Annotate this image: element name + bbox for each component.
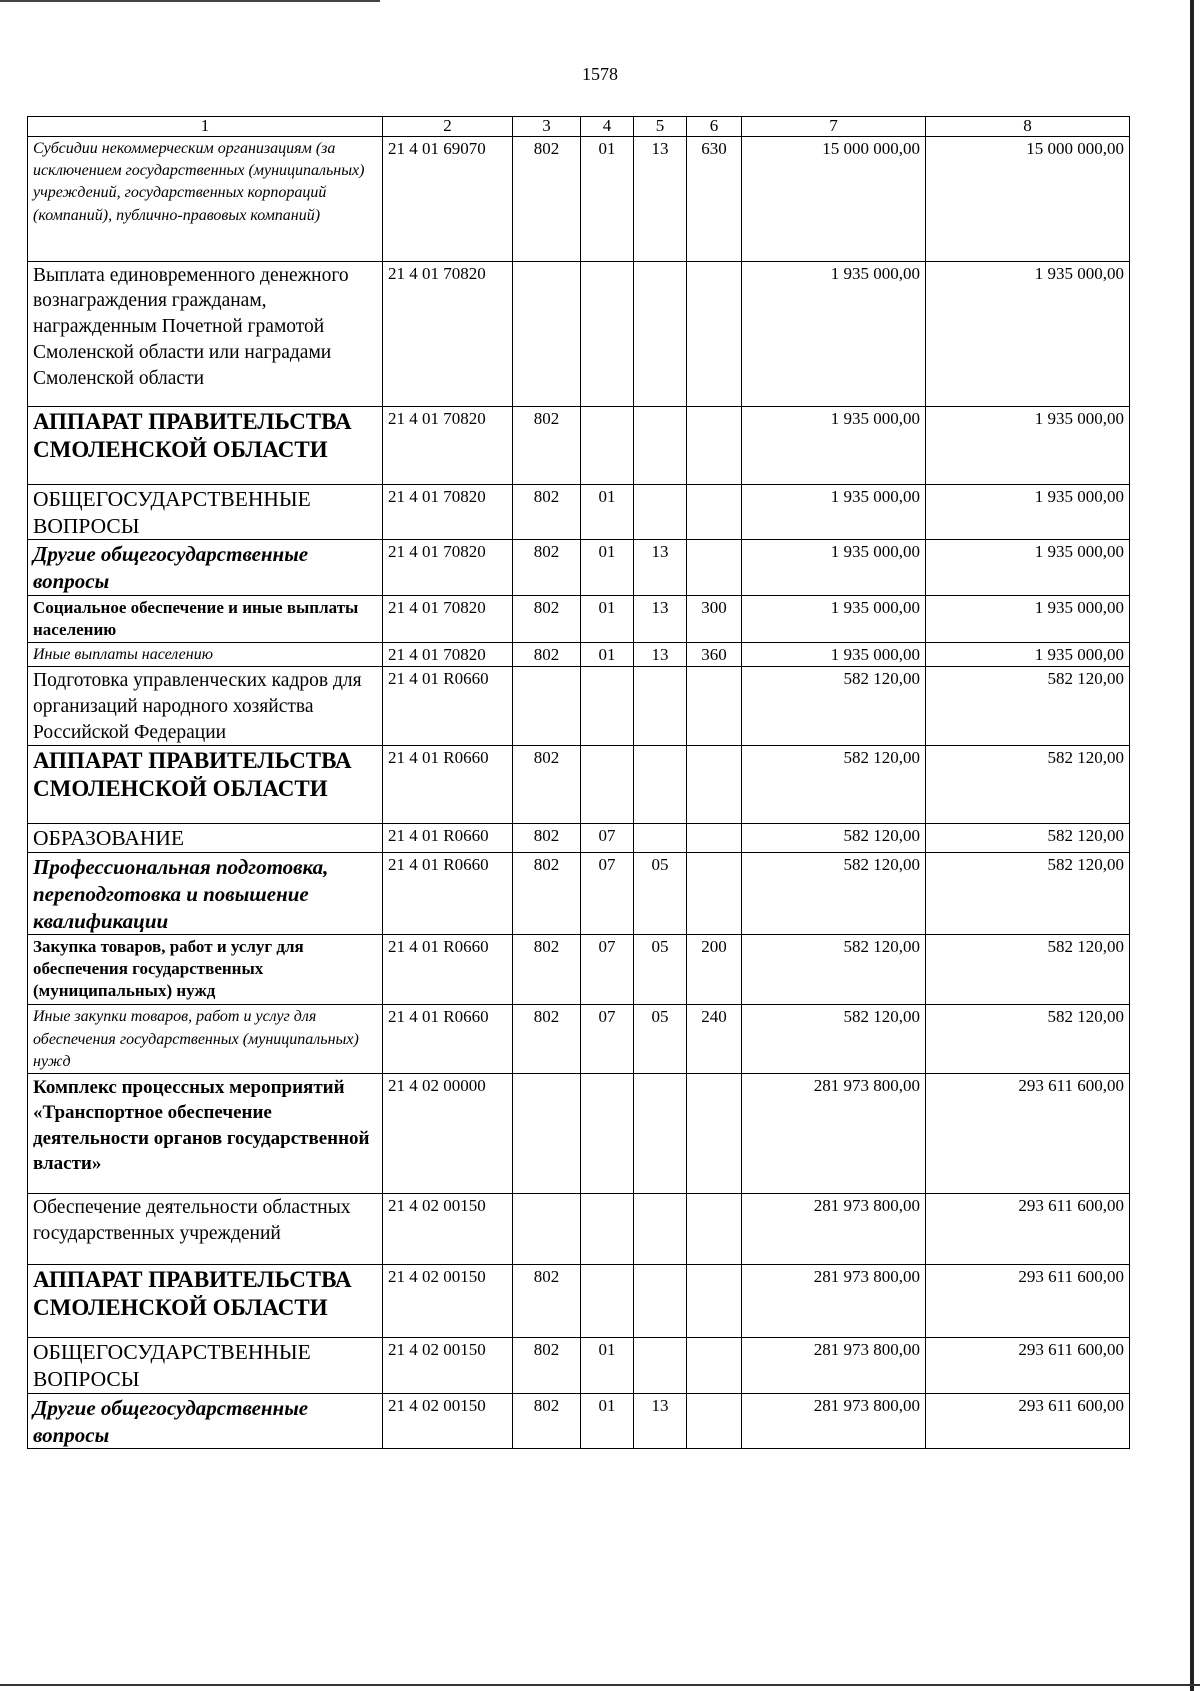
grbs-code-cell: 802: [513, 1338, 581, 1394]
amount-year1-cell: 582 120,00: [742, 935, 926, 1005]
table-row: [28, 595, 1130, 642]
page-number: 1578: [582, 64, 618, 84]
row-name-cell: Комплекс процессных мероприятий «Транспортное обеспечение деятельности органов государственной власти»: [28, 1074, 383, 1194]
amount-year2-cell: 15 000 000,00: [926, 136, 1130, 261]
grbs-code-cell: [513, 667, 581, 746]
table-row: [28, 540, 1130, 595]
row-name-cell: Иные закупки товаров, работ и услуг для обеспечения государственных (муниципальных) нужд: [28, 1005, 383, 1074]
table-header-row: [28, 117, 1130, 137]
target-article-code-cell: 21 4 01 R0660: [383, 667, 513, 746]
row-name-cell: Другие общегосударственные вопросы: [28, 540, 383, 595]
amount-year1-cell: 15 000 000,00: [742, 136, 926, 261]
section-code-cell: 07: [581, 824, 634, 853]
section-code-cell: 01: [581, 1394, 634, 1449]
grbs-code-cell: 802: [513, 540, 581, 595]
table-row: [28, 642, 1130, 666]
row-name-cell: ОБРАЗОВАНИЕ: [28, 824, 383, 853]
grbs-code-cell: 802: [513, 406, 581, 484]
section-code-cell: [581, 1194, 634, 1265]
target-article-code-cell: 21 4 01 70820: [383, 406, 513, 484]
expense-type-code-cell: [687, 853, 742, 935]
amount-year2-cell: 293 611 600,00: [926, 1265, 1130, 1338]
subsection-code-cell: 05: [634, 935, 687, 1005]
target-article-code-cell: 21 4 02 00150: [383, 1265, 513, 1338]
subsection-code-cell: [634, 1338, 687, 1394]
target-article-code-cell: 21 4 02 00000: [383, 1074, 513, 1194]
amount-year1-cell: 582 120,00: [742, 746, 926, 824]
amount-year1-cell: 582 120,00: [742, 853, 926, 935]
column-header: 3: [513, 117, 581, 137]
amount-year1-cell: 1 935 000,00: [742, 642, 926, 666]
subsection-code-cell: [634, 746, 687, 824]
amount-year1-cell: 281 973 800,00: [742, 1394, 926, 1449]
expense-type-code-cell: [687, 746, 742, 824]
table-row: [28, 1005, 1130, 1074]
subsection-code-cell: 13: [634, 540, 687, 595]
subsection-code-cell: 13: [634, 595, 687, 642]
target-article-code-cell: 21 4 01 70820: [383, 595, 513, 642]
expense-type-code-cell: 300: [687, 595, 742, 642]
amount-year2-cell: 1 935 000,00: [926, 406, 1130, 484]
column-header: 2: [383, 117, 513, 137]
section-code-cell: 01: [581, 540, 634, 595]
expense-type-code-cell: [687, 1074, 742, 1194]
row-name-cell: Социальное обеспечение и иные выплаты населению: [28, 595, 383, 642]
scan-edge-bottom: [0, 1684, 1200, 1686]
expense-type-code-cell: [687, 824, 742, 853]
target-article-code-cell: 21 4 01 69070: [383, 136, 513, 261]
target-article-code-cell: 21 4 01 70820: [383, 484, 513, 540]
amount-year2-cell: 582 120,00: [926, 935, 1130, 1005]
column-header: 1: [28, 117, 383, 137]
row-name-cell: АППАРАТ ПРАВИТЕЛЬСТВА СМОЛЕНСКОЙ ОБЛАСТИ: [28, 1265, 383, 1338]
target-article-code-cell: 21 4 01 R0660: [383, 853, 513, 935]
section-code-cell: [581, 1074, 634, 1194]
grbs-code-cell: 802: [513, 642, 581, 666]
row-name-cell: Профессиональная подготовка, переподготовка и повышение квалификации: [28, 853, 383, 935]
target-article-code-cell: 21 4 02 00150: [383, 1338, 513, 1394]
subsection-code-cell: 13: [634, 1394, 687, 1449]
amount-year1-cell: 1 935 000,00: [742, 261, 926, 406]
amount-year2-cell: 293 611 600,00: [926, 1074, 1130, 1194]
section-code-cell: 07: [581, 1005, 634, 1074]
subsection-code-cell: 05: [634, 1005, 687, 1074]
grbs-code-cell: 802: [513, 853, 581, 935]
subsection-code-cell: 13: [634, 642, 687, 666]
table-row: [28, 406, 1130, 484]
subsection-code-cell: [634, 1265, 687, 1338]
column-header: 7: [742, 117, 926, 137]
amount-year2-cell: 1 935 000,00: [926, 642, 1130, 666]
row-name-cell: Подготовка управленческих кадров для организаций народного хозяйства Российской Федерации: [28, 667, 383, 746]
grbs-code-cell: 802: [513, 1394, 581, 1449]
section-code-cell: [581, 746, 634, 824]
amount-year2-cell: 293 611 600,00: [926, 1394, 1130, 1449]
subsection-code-cell: [634, 261, 687, 406]
expense-type-code-cell: [687, 1265, 742, 1338]
amount-year2-cell: 293 611 600,00: [926, 1338, 1130, 1394]
table-row: [28, 935, 1130, 1005]
budget-table: [27, 116, 1130, 1449]
amount-year2-cell: 582 120,00: [926, 667, 1130, 746]
amount-year1-cell: 1 935 000,00: [742, 540, 926, 595]
expense-type-code-cell: [687, 540, 742, 595]
subsection-code-cell: [634, 667, 687, 746]
scan-edge-top: [0, 0, 380, 2]
expense-type-code-cell: [687, 1194, 742, 1265]
amount-year2-cell: 582 120,00: [926, 1005, 1130, 1074]
row-name-cell: Обеспечение деятельности областных государственных учреждений: [28, 1194, 383, 1265]
subsection-code-cell: [634, 1194, 687, 1265]
amount-year2-cell: 1 935 000,00: [926, 261, 1130, 406]
subsection-code-cell: [634, 1074, 687, 1194]
row-name-cell: Иные выплаты населению: [28, 642, 383, 666]
table-row: [28, 1074, 1130, 1194]
column-header: 4: [581, 117, 634, 137]
expense-type-code-cell: [687, 261, 742, 406]
table-row: [28, 667, 1130, 746]
section-code-cell: 01: [581, 136, 634, 261]
row-name-cell: АППАРАТ ПРАВИТЕЛЬСТВА СМОЛЕНСКОЙ ОБЛАСТИ: [28, 746, 383, 824]
row-name-cell: Закупка товаров, работ и услуг для обеспечения государственных (муниципальных) нужд: [28, 935, 383, 1005]
target-article-code-cell: 21 4 01 R0660: [383, 746, 513, 824]
table-row: [28, 261, 1130, 406]
amount-year1-cell: 1 935 000,00: [742, 406, 926, 484]
amount-year2-cell: 582 120,00: [926, 853, 1130, 935]
target-article-code-cell: 21 4 01 R0660: [383, 935, 513, 1005]
amount-year1-cell: 582 120,00: [742, 1005, 926, 1074]
target-article-code-cell: 21 4 02 00150: [383, 1394, 513, 1449]
grbs-code-cell: [513, 1074, 581, 1194]
grbs-code-cell: 802: [513, 1265, 581, 1338]
target-article-code-cell: 21 4 02 00150: [383, 1194, 513, 1265]
column-header: 5: [634, 117, 687, 137]
expense-type-code-cell: [687, 667, 742, 746]
row-name-cell: Выплата единовременного денежного вознаграждения гражданам, награжденным Почетной грамотой Смоленской области или наградами Смоленской области: [28, 261, 383, 406]
table-row: [28, 136, 1130, 261]
target-article-code-cell: 21 4 01 70820: [383, 261, 513, 406]
grbs-code-cell: 802: [513, 595, 581, 642]
grbs-code-cell: 802: [513, 824, 581, 853]
target-article-code-cell: 21 4 01 70820: [383, 540, 513, 595]
grbs-code-cell: 802: [513, 746, 581, 824]
expense-type-code-cell: 200: [687, 935, 742, 1005]
target-article-code-cell: 21 4 01 R0660: [383, 1005, 513, 1074]
expense-type-code-cell: [687, 1394, 742, 1449]
target-article-code-cell: 21 4 01 70820: [383, 642, 513, 666]
grbs-code-cell: 802: [513, 1005, 581, 1074]
grbs-code-cell: 802: [513, 484, 581, 540]
section-code-cell: [581, 406, 634, 484]
table-row: [28, 746, 1130, 824]
grbs-code-cell: 802: [513, 136, 581, 261]
table-row: [28, 1194, 1130, 1265]
subsection-code-cell: [634, 406, 687, 484]
section-code-cell: [581, 667, 634, 746]
subsection-code-cell: 05: [634, 853, 687, 935]
expense-type-code-cell: [687, 406, 742, 484]
expense-type-code-cell: 630: [687, 136, 742, 261]
amount-year2-cell: 582 120,00: [926, 824, 1130, 853]
table-row: [28, 484, 1130, 540]
amount-year2-cell: 293 611 600,00: [926, 1194, 1130, 1265]
row-name-cell: ОБЩЕГОСУДАРСТВЕННЫЕ ВОПРОСЫ: [28, 484, 383, 540]
table-row: [28, 824, 1130, 853]
section-code-cell: [581, 1265, 634, 1338]
amount-year1-cell: 281 973 800,00: [742, 1074, 926, 1194]
section-code-cell: 01: [581, 642, 634, 666]
subsection-code-cell: [634, 824, 687, 853]
grbs-code-cell: [513, 1194, 581, 1265]
grbs-code-cell: [513, 261, 581, 406]
amount-year2-cell: 1 935 000,00: [926, 484, 1130, 540]
target-article-code-cell: 21 4 01 R0660: [383, 824, 513, 853]
column-header: 6: [687, 117, 742, 137]
row-name-cell: ОБЩЕГОСУДАРСТВЕННЫЕ ВОПРОСЫ: [28, 1338, 383, 1394]
expense-type-code-cell: [687, 484, 742, 540]
amount-year1-cell: 281 973 800,00: [742, 1265, 926, 1338]
row-name-cell: Субсидии некоммерческим организациям (за исключением государственных (муниципальных) учреждений, государственных корпораций (компаний), публично-правовых компаний): [28, 136, 383, 261]
amount-year1-cell: 1 935 000,00: [742, 595, 926, 642]
amount-year1-cell: 1 935 000,00: [742, 484, 926, 540]
subsection-code-cell: 13: [634, 136, 687, 261]
grbs-code-cell: 802: [513, 935, 581, 1005]
section-code-cell: 01: [581, 484, 634, 540]
amount-year1-cell: 582 120,00: [742, 667, 926, 746]
section-code-cell: [581, 261, 634, 406]
amount-year1-cell: 281 973 800,00: [742, 1194, 926, 1265]
amount-year2-cell: 1 935 000,00: [926, 595, 1130, 642]
expense-type-code-cell: 360: [687, 642, 742, 666]
expense-type-code-cell: [687, 1338, 742, 1394]
section-code-cell: 01: [581, 1338, 634, 1394]
subsection-code-cell: [634, 484, 687, 540]
section-code-cell: 01: [581, 595, 634, 642]
expense-type-code-cell: 240: [687, 1005, 742, 1074]
table-body: [28, 136, 1130, 1449]
row-name-cell: Другие общегосударственные вопросы: [28, 1394, 383, 1449]
scan-edge-right: [1190, 0, 1194, 1691]
amount-year2-cell: 582 120,00: [926, 746, 1130, 824]
section-code-cell: 07: [581, 935, 634, 1005]
table-row: [28, 1338, 1130, 1394]
section-code-cell: 07: [581, 853, 634, 935]
table-row: [28, 853, 1130, 935]
row-name-cell: АППАРАТ ПРАВИТЕЛЬСТВА СМОЛЕНСКОЙ ОБЛАСТИ: [28, 406, 383, 484]
amount-year1-cell: 582 120,00: [742, 824, 926, 853]
amount-year1-cell: 281 973 800,00: [742, 1338, 926, 1394]
column-header: 8: [926, 117, 1130, 137]
amount-year2-cell: 1 935 000,00: [926, 540, 1130, 595]
table-row: [28, 1394, 1130, 1449]
table-row: [28, 1265, 1130, 1338]
